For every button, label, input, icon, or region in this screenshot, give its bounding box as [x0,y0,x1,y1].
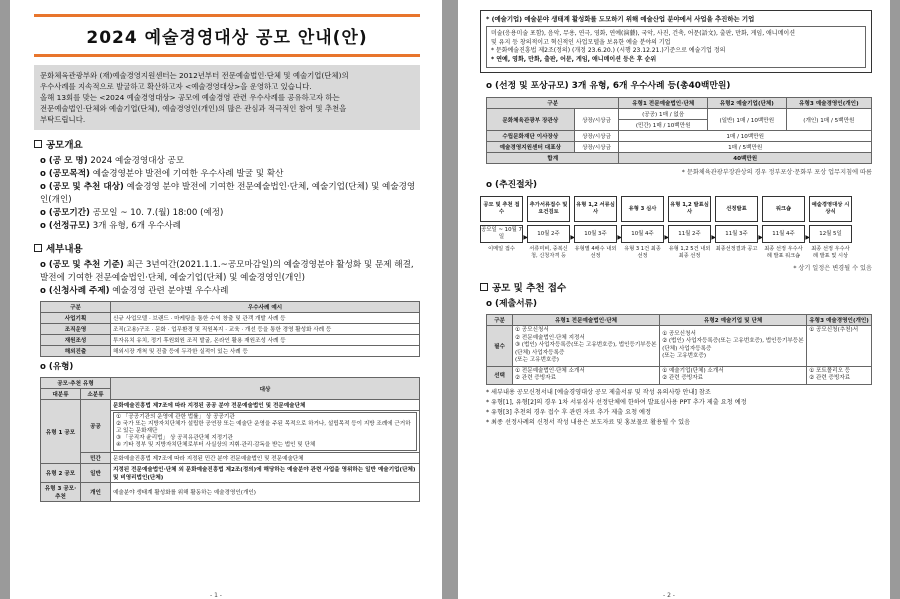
detail-value: 예술경영 관련 분야별 우수사례 [109,286,229,296]
section-heading-submission [480,280,872,294]
page-number: - 1 - [210,592,222,599]
process-step-name: 예술경영대상 시상식 [809,196,852,222]
bullet-icon: o [40,260,46,270]
overview-value: 2024 예술경영대상 공모 [87,156,185,166]
type-table [40,377,420,502]
arrow-right-icon: ▶ [758,234,763,242]
overview-value: 예술경영 분야 발전에 기여한 전문예술법인·단체, 예술기업(단체) 및 예술경영인(개인) [40,182,416,205]
section-heading-overview [34,137,420,151]
list-item: ① 공모신청(추천)서 [809,327,859,334]
docs-cell [660,326,807,367]
list-item: ② (법인) 사업자등록증(또는 고유번호증), 법인등기부등본 [662,338,804,345]
intro-box [34,65,420,130]
bullet-icon: o [40,182,46,192]
bullet-icon: o [40,208,46,218]
process-note: * 상기 일정은 변경될 수 있음 [793,265,872,273]
list-item: ② 관련 증빙자료 [515,375,556,382]
process-step-date: 10월 2주 [527,225,570,243]
bullet-icon: o [40,169,46,179]
detail-value: 최근 3년여간(2021.1.1.~공모마감일)의 예술경영분야 활성화 및 문제 해결, 발전에 기여한 전문예술법인·단체, 예술기업(단체) 및 예술경영인(개인) [40,260,414,283]
theme-name: 조직운영 [41,324,111,335]
table-header: 유형2 예술기업(단체) [707,98,786,109]
table-header: 유형3 예술경영인(개인) [786,98,871,109]
list-item: ① 「공공기관의 운영에 관한 법률」 상 공공기관 [116,414,235,420]
list-item: (또는 고유번호증) [515,357,559,364]
overview-value: 예술경영분야 발전에 기여한 우수사례 발굴 및 확산 [89,169,284,179]
award-kind: 상장/시상금 [574,142,619,153]
process-heading: o (추진절차) [486,180,538,191]
award-note: * 문화체육관광부장관상의 경우 정부포상·문화부 포상 업무지침에 따름 [681,169,872,177]
intro-line: 올해 13회를 맞는 <2024 예술경영대상> 공모에 예술경영 관련 우수사례를 공유하고자 하는 [40,93,340,102]
award-kind: 상장/시상금 [574,131,619,142]
theme-example: 투자유치 유치, 정기 후원회원 조직 발굴, 온라인 활용 재원조성 사례 등 [111,335,420,346]
process-step-desc: 이메일 접수 [488,246,515,253]
intro-line: 우수사례를 지속적으로 발굴하고 확산하고자 <예술경영대상>을 운영하고 있습니다. [40,82,312,91]
docs-cell [807,366,872,384]
detail-key: (신청사례 주제) [48,286,110,296]
square-bullet-icon [34,244,42,252]
overview-key: (공모목적) [48,169,90,179]
list-item: ② 관련 증빙자료 [662,375,704,382]
table-header: 공모·추천 유형 [41,378,111,389]
overview-item [40,155,420,168]
overview-item [40,181,420,207]
docs-note: * 세부내용 공모신청서내 [예술경영대상 공모 제출서류 및 작성 유의사항 안내] 참조 [486,388,711,396]
square-bullet-icon [34,140,42,148]
type-minor: 공공 [81,400,111,453]
theme-table [40,301,420,357]
list-item: (또는 고유번호증) [662,353,707,360]
overview-key: (공모 및 추천 대상) [48,182,124,192]
arrow-right-icon: ▶ [523,234,528,242]
process-step-desc: 최종 선정 우수사례 발표 워크숍 [764,246,803,260]
award-name: 문화체육관광부 장관상 [487,109,575,131]
list-item: (단체) 사업자등록증 [515,349,565,356]
list-item: ② 국가 또는 지방자치단체가 설립한 공연장 또는 예술단 운영을 주된 목적으로 하거나, 설립목적 등이 지방 조례에 근거하고 있는 문화재단 [116,421,411,434]
process-step [621,196,669,260]
docs-note: * 유형[3] 추천의 경우 접수 후 관련 자료 추가 제출 요청 예정 [486,408,651,416]
process-step-desc: 최종 선정 우수사례 발표 및 시상 [811,246,850,260]
docs-cell [513,366,660,384]
list-item: ① 공모신청서 [662,330,696,337]
award-total-value: 40백만원 [619,153,872,164]
intro-line: 문화체육관광부와 (재)예술경영지원센터는 2012년부터 전문예술법인·단체 및 예술기업(단체)의 [40,71,349,80]
process-step [480,196,528,260]
process-step-date: 10월 3주 [574,225,617,243]
award-kind: 상장/시상금 [574,109,619,131]
process-step-date: 11월 4주 [762,225,805,243]
table-header: 유형1 전문예술법인·단체 [513,315,660,326]
overview-item [40,220,420,233]
process-step [574,196,622,260]
theme-name: 재원조성 [41,335,111,346]
box-line: * 문화예술진흥법 제2조(정의) (개정 23.6.20.) (시행 23.12.21.)기준으로 예술기업 정의 [491,47,726,55]
theme-name: 사업기획 [41,313,111,324]
arrow-right-icon: ▶ [805,234,810,242]
docs-heading: o (제출서류) [486,299,538,310]
process-step-name: 워크숍 [762,196,805,222]
type-target: 문화예술진흥법 제7조에 따라 지정된 민간 분야 전문예술법인 및 전문예술단체 [111,453,420,464]
docs-note: * 유형[1], 유형[2]의 경우 1차 서류심사 선정단체에 한하여 발표심사용 PPT 추가 제출 요청 예정 [486,398,747,406]
detail-item [40,285,420,298]
list-item: ② 관련 증빙자료 [809,375,851,382]
overview-item [40,168,420,181]
section-heading-details [34,241,420,255]
type-target-items [111,411,420,453]
table-header: 대상 [111,378,420,400]
bullet-icon: o [40,286,46,296]
process-step [668,196,716,260]
list-item: ① 포트폴리오 등 [809,367,851,374]
process-step-desc: 유형 1,2 5건 내외 최종 선정 [668,246,711,260]
details-list [34,259,420,298]
table-header: 소분류 [81,389,111,400]
table-header: 유형3 예술경영인(개인) [807,315,872,326]
process-step-date: 11월 3주 [715,225,758,243]
docs-row-label: 필수 [487,326,513,367]
box-title: * (예술기업) 예술분야 생태계 활성화를 도모하기 위해 예술산업 분야에서 사업을 추진하는 기업 [486,15,755,23]
page-number: - 2 - [663,592,675,599]
award-name: 예술경영지원센터 대표상 [487,142,575,153]
arrow-right-icon: ▶ [617,234,622,242]
process-step-desc: 유형별 4배수 내외 선정 [574,246,617,260]
process-step-name: 유형 1,2 발표심사 [668,196,711,222]
type-minor: 개인 [81,483,111,502]
process-step-name: 유형 1,2 서류심사 [574,196,617,222]
detail-item [40,259,420,285]
section-heading-text: 공모 및 추천 접수 [492,283,567,295]
document-page-2 [458,0,890,599]
process-step [715,196,763,260]
theme-name: 해외진출 [41,346,111,357]
box-line: 미술(응용미술 포함), 음악, 무용, 연극, 영화, 연예(演藝), 국악, 사진, 건축, 어문(語文), 출판, 만화, 게임, 애니메이션 [491,30,795,38]
type-target: 문화예술진흥법 제7조에 따라 지정된 공공 분야 전문예술법인 및 전문예술단체 [111,400,420,411]
theme-example: 조직(고용)구조 · 문화 · 업무환경 및 직원복지 · 교육 · 개선 등을 통한 경영 활성화 사례 등 [111,324,420,335]
overview-value: 3개 유형, 6개 우수사례 [89,221,181,231]
overview-list [34,155,420,233]
docs-row-label: 선택 [487,366,513,384]
theme-example: 해외시장 개척 및 진출 등에 두각한 실적이 있는 사례 등 [111,346,420,357]
theme-example: 신규 사업모델 · 브랜드 · 마케팅을 통한 수익 창출 및 관객 개발 사례 등 [111,313,420,324]
award-heading: o (선정 및 포상규모) 3개 유형, 6개 우수사례 등(총40백만원) [486,81,731,92]
list-item: ② 전문예술법인·단체 지정서 [515,334,585,341]
table-header: 구분 [487,98,619,109]
overview-item [40,207,420,220]
award-total-label: 합계 [487,153,619,164]
table-header: 대분류 [41,389,81,400]
table-row [41,335,420,346]
intro-line: 부탁드립니다. [40,115,86,124]
award-value: (공공) 1매 / 없음 [619,109,707,120]
overview-key: (선정규모) [48,221,90,231]
type-major: 유형 1 공모 [41,400,81,464]
process-step-name: 선정발표 [715,196,758,222]
detail-key: (공모 및 추천 기준) [48,260,124,270]
table-row [41,346,420,357]
process-step-name: 추가서류접수 및 요건검토 [527,196,570,222]
table-header: 유형1 전문예술법인·단체 [619,98,707,109]
docs-cell [513,326,660,367]
list-item: (단체) 사업자등록증 [662,345,712,352]
box-content [486,26,866,68]
award-table [486,97,872,164]
bullet-icon: o [40,156,46,166]
art-company-definition-box [480,10,872,73]
list-item: ① 전문예술법인·단체 소개서 [515,367,585,374]
type-target: 지정된 전문예술법인·단체 외 문화예술진흥법 제2조(정의)에 해당하는 예술분야 관련 사업을 영위하는 일반 예술기업(단체) 및 비영리법인(단체) [111,464,420,483]
docs-cell [807,326,872,367]
section-heading-text: 세부내용 [46,244,83,255]
docs-table [486,314,872,385]
overview-key: (공 모 명) [48,156,88,166]
bullet-icon: o [40,221,46,231]
table-row [41,313,420,324]
process-step [762,196,810,260]
award-value: 1매 / 5백만원 [619,142,872,153]
type-subheading: o (유형) [40,362,74,372]
award-value: (민간) 1매 / 10백만원 [619,120,707,131]
square-bullet-icon [480,283,488,291]
section-heading-text: 공모개요 [46,140,83,151]
process-step-desc: 서류미비, 중복신청, 신청자격 등 [529,246,568,260]
arrow-right-icon: ▶ [711,234,716,242]
arrow-right-icon: ▶ [570,234,575,242]
box-line: 및 유지 등 창의적이고 혁신적인 사업모델을 보유한 예술 분야의 기업 [491,38,671,46]
table-header: 우수사례 예시 [111,302,420,313]
process-step-date: 11월 2주 [668,225,711,243]
overview-value: 공모일 ~ 10. 7.(월) 18:00 (예정) [89,208,224,218]
overview-key: (공모기간) [48,208,90,218]
table-header: 구분 [41,302,111,313]
table-row [41,324,420,335]
process-flow [480,196,872,260]
process-step [527,196,575,260]
document-page-1 [10,0,442,599]
type-minor: 일반 [81,464,111,483]
table-header: 유형2 예술기업 및 단체 [660,315,807,326]
docs-note: * 최종 선정사례의 신청서 작성 내용은 보도자료 및 홍보물로 활용될 수 있음 [486,418,691,426]
process-step-desc: 유형 3 1건 최종 선정 [624,246,661,260]
intro-line: 전문예술법인·단체와 예술기업(단체), 예술경영인(개인)의 많은 관심과 적극적인 참여 및 추천을 [40,104,347,113]
process-step-name: 유형 3 심사 [621,196,664,222]
list-item: ③ 「공직자 윤리법」 상 공직유관단체 지정기관 [116,435,233,441]
process-step-date: 10월 4주 [621,225,664,243]
process-step-desc: 최종선정결과 공고 [715,246,758,253]
process-step-date: 12월 5일 [809,225,852,243]
list-item: ① 공모신청서 [515,327,549,334]
docs-notes [480,388,872,428]
award-value: 1매 / 10백만원 [619,131,872,142]
award-value: (일반) 1매 / 10백만원 [707,109,786,131]
process-step [809,196,852,260]
process-step-date: 공모일 ~ 10월 7일 [480,225,523,243]
box-line: * 연예, 영화, 만화, 출판, 어문, 게임, 애니메이션 등은 후 순위 [491,55,657,63]
docs-cell [660,366,807,384]
type-major: 유형 2 공모 [41,464,81,483]
process-step-name: 공모 및 추천 접수 [480,196,523,222]
arrow-right-icon: ▶ [664,234,669,242]
list-item: ① 예술기업(단체) 소개서 [662,367,724,374]
type-minor: 민간 [81,453,111,464]
award-name: 수립문화재단 이사장상 [487,131,575,142]
award-value: (개인) 1매 / 5백만원 [786,109,871,131]
page-title: 2024 예술경영대상 공모 안내(안) [34,14,420,57]
type-target: 예술분야 생태계 활성화를 위해 활동하는 예술경영인(개인) [111,483,420,502]
list-item: ④ 기타 정부 및 지방자치단체로부터 사실상의 지휘·관리·감독을 받는 법인 및 단체 [116,442,316,448]
type-major: 유형 3 공모·추천 [41,483,81,502]
list-item: ③ (법인) 사업자등록증(또는 고유번호증), 법인등기부등본 [515,342,657,349]
table-header: 구분 [487,315,513,326]
